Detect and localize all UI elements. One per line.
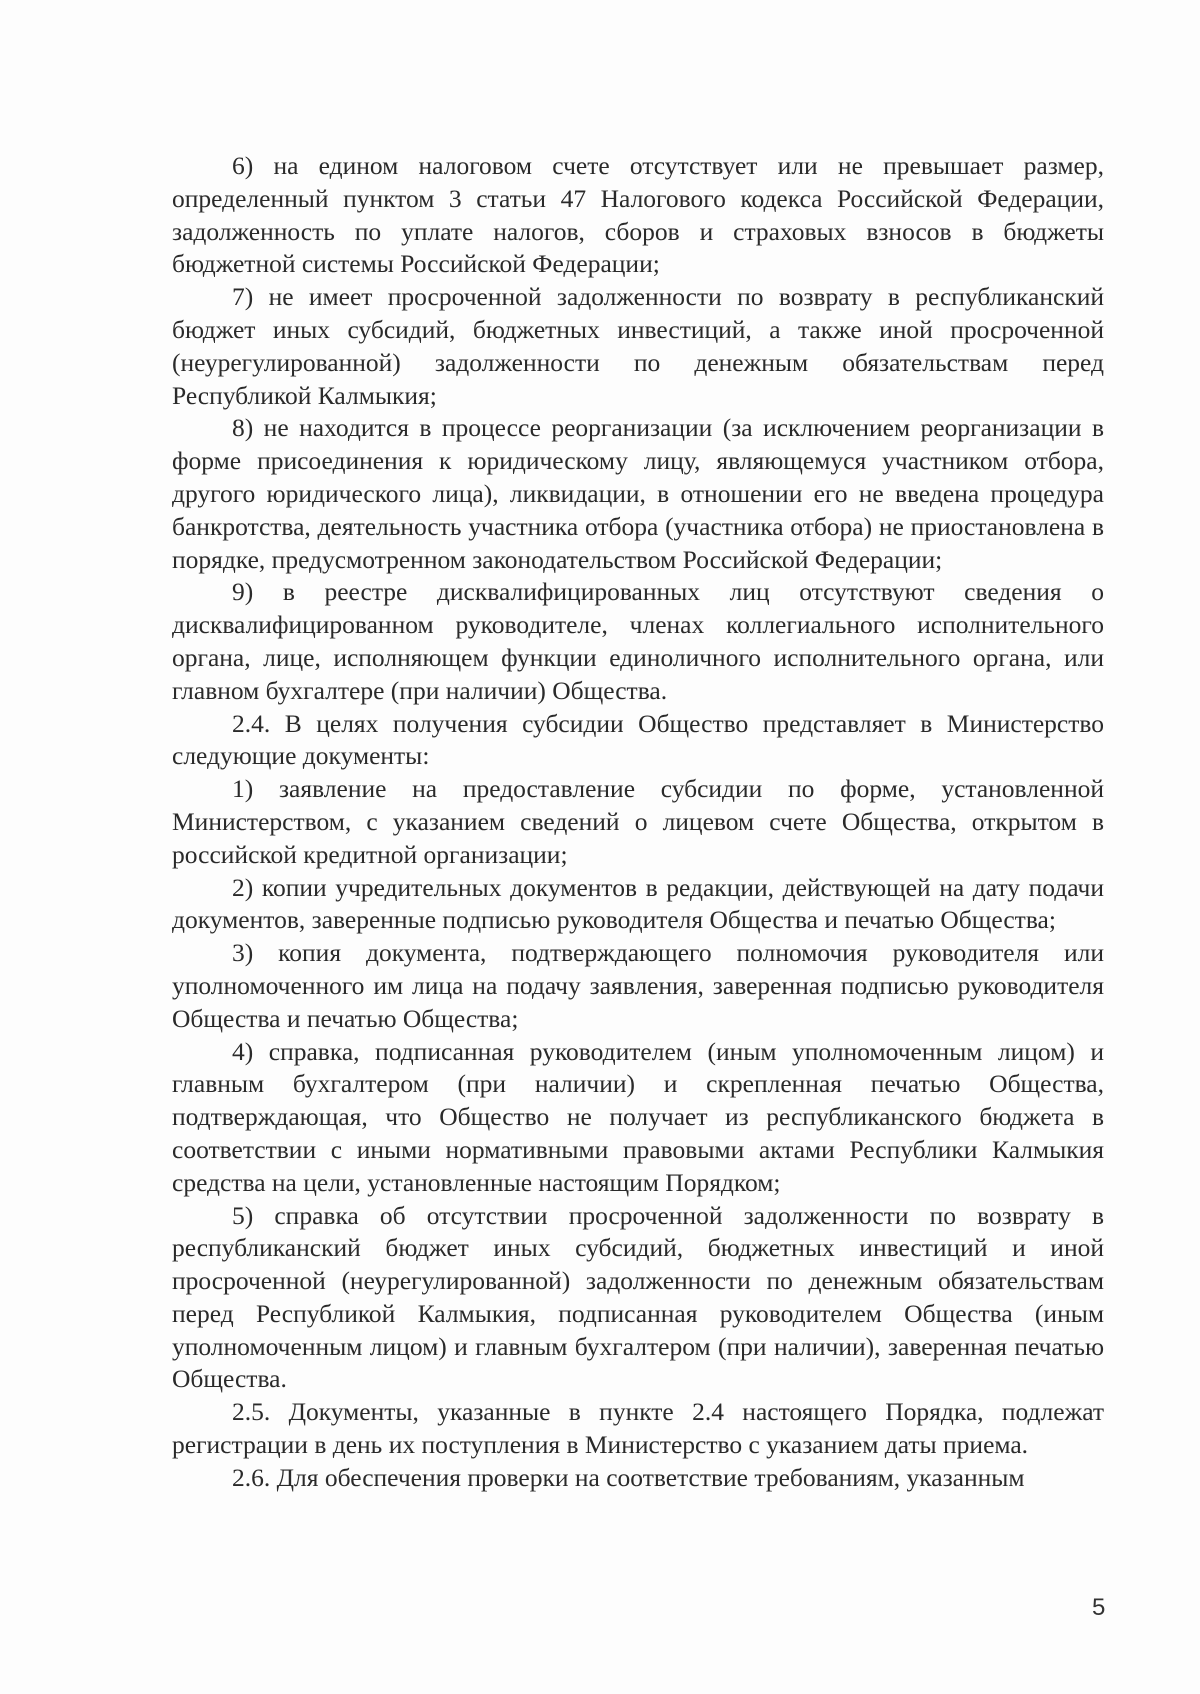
paragraph-doc-3: 3) копия документа, подтверждающего полномочия руководителя или уполномоченного им лица на подачу заявления, заверенная подписью руководителя Общества и печатью Общества; <box>172 938 1104 1033</box>
page-number: 5 <box>1092 1594 1106 1621</box>
paragraph-item-7: 7) не имеет просроченной задолженности по возврату в республиканский бюджет иных субсидий, бюджетных инвестиций, а также иной просроченной (неурегулированной) задолженности по денежным обязательствам перед Республикой Калмыкия; <box>172 282 1104 410</box>
paragraph-doc-1: 1) заявление на предоставление субсидии по форме, установленной Министерством, с указанием сведений о лицевом счете Общества, открытом в российской кредитной организации; <box>172 774 1104 869</box>
paragraph-item-8: 8) не находится в процессе реорганизации (за исключением реорганизации в форме присоединения к юридическому лицу, являющемуся участником отбора, другого юридического лица), ликвидации, в отношении его не введена процедура банкротства, деятельность участника отбора (участника отбора) не приостановлена в порядке, предусмотренном законодательством Российской Федерации; <box>172 413 1104 574</box>
paragraph-doc-4: 4) справка, подписанная руководителем (иным уполномоченным лицом) и главным бухгалтером (при наличии) и скрепленная печатью Общества, подтверждающая, что Общество не получает из республиканского бюджета в соответствии с иными нормативными правовыми актами Республики Калмыкия средства на цели, установленные настоящим Порядком; <box>172 1036 1104 1197</box>
paragraph-item-6: 6) на едином налоговом счете отсутствует или не превышает размер, определенный пунктом 3 статьи 47 Налогового кодекса Российской Федерации, задолженность по уплате налогов, сборов и страховых взносов в бюджеты бюджетной системы Российской Федерации; <box>172 151 1104 279</box>
paragraph-doc-5: 5) справка об отсутствии просроченной задолженности по возврату в республиканский бюджет иных субсидий, бюджетных инвестиций и иной просроченной (неурегулированной) задолженности по денежным обязательствам перед Республикой Калмыкия, подписанная руководителем Общества (иным уполномоченным лицом) и главным бухгалтером (при наличии), заверенная печатью Общества. <box>172 1200 1104 1394</box>
document-body <box>172 150 1104 1495</box>
paragraph-2-5: 2.5. Документы, указанные в пункте 2.4 настоящего Порядка, подлежат регистрации в день их поступления в Министерство с указанием даты приема. <box>172 1397 1104 1460</box>
paragraph-2-4: 2.4. В целях получения субсидии Общество представляет в Министерство следующие документы: <box>172 708 1104 771</box>
paragraph-doc-2: 2) копии учредительных документов в редакции, действующей на дату подачи документов, заверенные подписью руководителя Общества и печатью Общества; <box>172 872 1104 935</box>
paragraph-item-9: 9) в реестре дисквалифицированных лиц отсутствуют сведения о дисквалифицированном руководителе, членах коллегиального исполнительного органа, лице, исполняющем функции единоличного исполнительного органа, или главном бухгалтере (при наличии) Общества. <box>172 577 1104 705</box>
paragraph-2-6: 2.6. Для обеспечения проверки на соответствие требованиям, указанным <box>232 1462 1025 1492</box>
